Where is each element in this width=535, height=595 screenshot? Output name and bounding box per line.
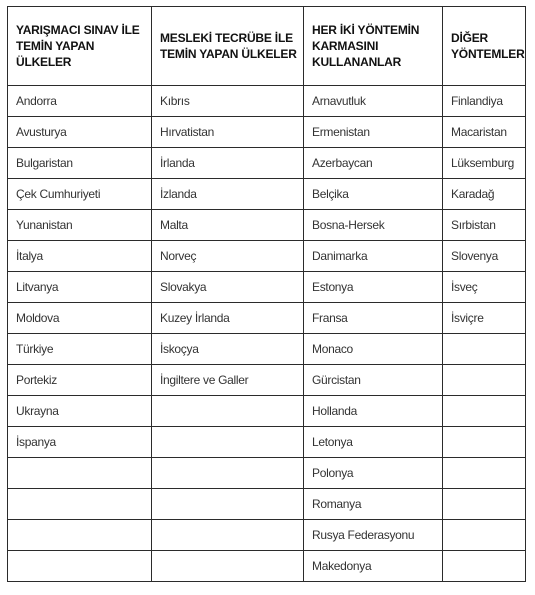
- cell-mixed-methods: Hollanda: [304, 396, 443, 427]
- header-row: [8, 7, 526, 86]
- table-row: [8, 179, 526, 210]
- cell-other-methods: [443, 520, 526, 551]
- cell-competitive-exam: [8, 551, 152, 582]
- table-row: [8, 365, 526, 396]
- cell-other-methods: [443, 365, 526, 396]
- cell-other-methods: [443, 489, 526, 520]
- cell-mixed-methods: Romanya: [304, 489, 443, 520]
- cell-competitive-exam: İspanya: [8, 427, 152, 458]
- table-row: [8, 86, 526, 117]
- cell-other-methods: İsveç: [443, 272, 526, 303]
- cell-professional-experience: İngiltere ve Galler: [152, 365, 304, 396]
- cell-competitive-exam: Türkiye: [8, 334, 152, 365]
- cell-other-methods: Finlandiya: [443, 86, 526, 117]
- table-row: [8, 272, 526, 303]
- table-row: [8, 427, 526, 458]
- cell-mixed-methods: Polonya: [304, 458, 443, 489]
- cell-mixed-methods: Gürcistan: [304, 365, 443, 396]
- table-row: [8, 241, 526, 272]
- table-row: [8, 489, 526, 520]
- table-row: [8, 303, 526, 334]
- cell-other-methods: [443, 334, 526, 365]
- cell-other-methods: Slovenya: [443, 241, 526, 272]
- table-row: [8, 117, 526, 148]
- table-row: [8, 334, 526, 365]
- cell-mixed-methods: Rusya Federasyonu: [304, 520, 443, 551]
- cell-mixed-methods: Fransa: [304, 303, 443, 334]
- cell-mixed-methods: Arnavutluk: [304, 86, 443, 117]
- cell-professional-experience: Malta: [152, 210, 304, 241]
- table-row: [8, 458, 526, 489]
- cell-competitive-exam: Yunanistan: [8, 210, 152, 241]
- cell-competitive-exam: Avusturya: [8, 117, 152, 148]
- cell-competitive-exam: Ukrayna: [8, 396, 152, 427]
- header-professional-experience: MESLEKİ TECRÜBE İLE TEMİN YAPAN ÜLKELER: [152, 7, 304, 86]
- cell-competitive-exam: [8, 489, 152, 520]
- header-mixed-methods: HER İKİ YÖNTEMİN KARMASINI KULLANANLAR: [304, 7, 443, 86]
- cell-other-methods: [443, 551, 526, 582]
- cell-competitive-exam: [8, 458, 152, 489]
- cell-mixed-methods: Letonya: [304, 427, 443, 458]
- cell-other-methods: Macaristan: [443, 117, 526, 148]
- cell-professional-experience: [152, 489, 304, 520]
- cell-mixed-methods: Monaco: [304, 334, 443, 365]
- cell-mixed-methods: Bosna-Hersek: [304, 210, 443, 241]
- header-other-methods: DİĞER YÖNTEMLER: [443, 7, 526, 86]
- countries-table: [7, 6, 526, 582]
- table-row: [8, 210, 526, 241]
- cell-professional-experience: Kıbrıs: [152, 86, 304, 117]
- cell-competitive-exam: Andorra: [8, 86, 152, 117]
- table-row: [8, 551, 526, 582]
- header-competitive-exam: YARIŞMACI SINAV İLE TEMİN YAPAN ÜLKELER: [8, 7, 152, 86]
- cell-mixed-methods: Belçika: [304, 179, 443, 210]
- cell-other-methods: İsviçre: [443, 303, 526, 334]
- cell-competitive-exam: İtalya: [8, 241, 152, 272]
- cell-competitive-exam: Bulgaristan: [8, 148, 152, 179]
- cell-other-methods: Lüksemburg: [443, 148, 526, 179]
- cell-other-methods: [443, 396, 526, 427]
- cell-other-methods: [443, 427, 526, 458]
- cell-professional-experience: [152, 458, 304, 489]
- cell-competitive-exam: Litvanya: [8, 272, 152, 303]
- cell-professional-experience: [152, 520, 304, 551]
- cell-professional-experience: İzlanda: [152, 179, 304, 210]
- cell-other-methods: [443, 458, 526, 489]
- cell-professional-experience: Slovakya: [152, 272, 304, 303]
- cell-mixed-methods: Azerbaycan: [304, 148, 443, 179]
- cell-competitive-exam: Çek Cumhuriyeti: [8, 179, 152, 210]
- cell-mixed-methods: Estonya: [304, 272, 443, 303]
- cell-professional-experience: Hırvatistan: [152, 117, 304, 148]
- table-body: [8, 86, 526, 582]
- cell-mixed-methods: Makedonya: [304, 551, 443, 582]
- cell-professional-experience: [152, 396, 304, 427]
- table-row: [8, 148, 526, 179]
- cell-mixed-methods: Danimarka: [304, 241, 443, 272]
- cell-professional-experience: [152, 427, 304, 458]
- cell-competitive-exam: [8, 520, 152, 551]
- table-row: [8, 396, 526, 427]
- cell-professional-experience: Kuzey İrlanda: [152, 303, 304, 334]
- cell-professional-experience: [152, 551, 304, 582]
- cell-competitive-exam: Portekiz: [8, 365, 152, 396]
- cell-competitive-exam: Moldova: [8, 303, 152, 334]
- cell-mixed-methods: Ermenistan: [304, 117, 443, 148]
- table-row: [8, 520, 526, 551]
- cell-other-methods: Sırbistan: [443, 210, 526, 241]
- cell-other-methods: Karadağ: [443, 179, 526, 210]
- cell-professional-experience: İskoçya: [152, 334, 304, 365]
- cell-professional-experience: Norveç: [152, 241, 304, 272]
- cell-professional-experience: İrlanda: [152, 148, 304, 179]
